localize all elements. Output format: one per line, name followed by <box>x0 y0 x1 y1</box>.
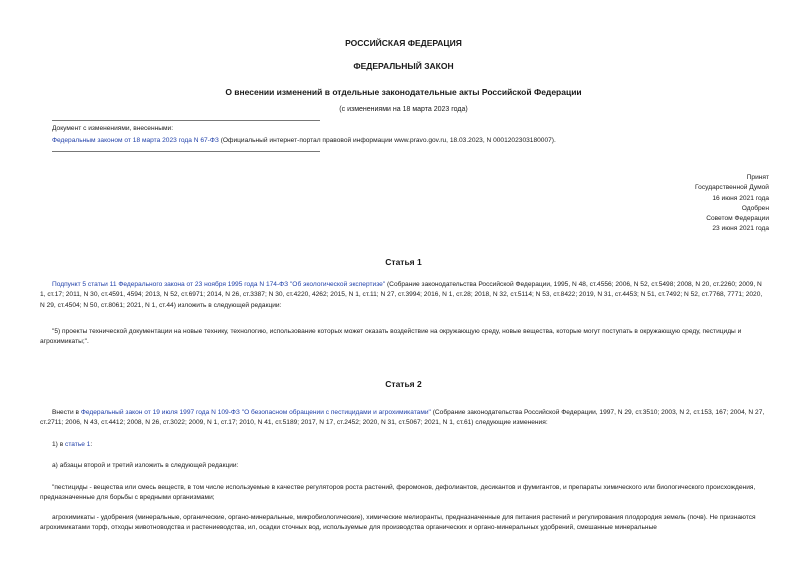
adopted-by: Государственной Думой <box>695 184 769 192</box>
changes-source: (Официальный интернет-портал правовой информации www.pravo.gov.ru, 18.03.2023, N 0001202303180007). <box>218 137 556 144</box>
article-2-paragraph-2: 1) в статье 1: <box>52 441 93 448</box>
amendments-note: (с изменениями на 18 марта 2023 года) <box>339 106 468 113</box>
article-2-paragraph-1: Внести в Федеральный закон от 19 июля 1997 года N 109-ФЗ "О безопасном обращении с пестицидами и агрохимикатами" (Собрание законодательства Российской Федерации, 1997, N 29, ст.3510; 2003, N 2, ст.153, 167; 2004, N 27, ст.2711; 2006, N 43, ст.4412; 2008, N 26, ст.3022; 2009, N 1, ст.17; 2010, N 41, ст.5189; 2017, N 17, ст.2452; 2020, N 31, ст.5067; 2021, N 1, ст.61) следующие изменения: <box>40 409 765 427</box>
approved-by: Советом Федерации <box>706 215 769 223</box>
country-heading: РОССИЙСКАЯ ФЕДЕРАЦИЯ <box>345 38 462 48</box>
approved-label: Одобрен <box>741 204 769 212</box>
article-2-paragraph-5: агрохимикаты - удобрения (минеральные, органические, органо-минеральные, микробиологические), химические мелиоранты, предназначенные для питания растений и регулирования плодородия земель (почв). Не признаются агрохимикатами торф, отходы животноводства и растениеводства, ил, осадки сточных вод, используемые для производства органических и органо-минеральных удобрений, смешанные минеральные <box>40 514 756 532</box>
article-1-paragraph-2: "5) проекты технической документации на новые технику, технологию, использование которых может оказать воздействие на окружающую среду, новые вещества, которые могут поступать в окружающую среду, пестициды и агрохимикаты;". <box>40 328 742 346</box>
article-1-link[interactable]: статье 1 <box>65 441 91 448</box>
article-1-paragraph-1: Подпункт 5 статьи 11 Федерального закона от 23 ноября 1995 года N 174-ФЗ "Об экологической экспертизе" (Собрание законодательства Российской Федерации, 1995, N 48, ст.4556; 2006, N 52, ст.5498; 2008, N 20, ст.2260; 2009, N 1, ст.17; 2011, N 30, ст.4591, 4594; 2013, N 52, ст.6971; 2014, N 26, ст.3387; N 30, ст.4220, 4262; 2015, N 1, ст.11; N 27, ст.3994; 2016, N 1, ст.28; 2018, N 32, ст.5114; N 53, ст.8422; 2019, N 31, ст.4453; N 51, ст.7492; N 52, ст.7768, 7771; 2020, N 29, ст.4504; N 50, ст.8061; 2021, N 1, ст.44) изложить в следующей редакции: <box>40 281 763 309</box>
law-type-heading: ФЕДЕРАЛЬНЫЙ ЗАКОН <box>353 61 454 71</box>
article-2-paragraph-3: а) абзацы второй и третий изложить в следующей редакции: <box>52 462 239 469</box>
changes-bottom-rule <box>52 151 320 152</box>
article-1-heading: Статья 1 <box>385 257 422 267</box>
document-title: О внесении изменений в отдельные законодательные акты Российской Федерации <box>225 87 582 97</box>
article-2-paragraph-4: "пестициды - вещества или смесь веществ, в том числе используемые в качестве регуляторов роста растений, феромонов, дефолиантов, десикантов и фумигантов, и препараты химического или биологического происхождения, предназначенные для борьбы с вредными организмами; <box>40 484 756 502</box>
adoption-block <box>695 173 769 235</box>
ecology-law-link[interactable]: Подпункт 5 статьи 11 Федерального закона от 23 ноября 1995 года N 174-ФЗ "Об экологической экспертизе" <box>52 281 386 288</box>
approved-date: 23 июня 2021 года <box>712 225 769 233</box>
changes-line <box>52 136 556 146</box>
changes-heading: Документ с изменениями, внесенными: <box>52 125 174 132</box>
adopted-label: Принят <box>746 174 769 181</box>
changes-top-rule <box>52 120 320 121</box>
pesticides-law-link[interactable]: Федеральный закон от 19 июля 1997 года N 109-ФЗ "О безопасном обращении с пестицидами и агрохимикатами" <box>80 409 431 416</box>
adopted-date: 16 июня 2021 года <box>712 194 769 202</box>
amending-law-link[interactable]: Федеральным законом от 18 марта 2023 года N 67-ФЗ <box>52 137 219 144</box>
article-2-heading: Статья 2 <box>385 379 422 389</box>
